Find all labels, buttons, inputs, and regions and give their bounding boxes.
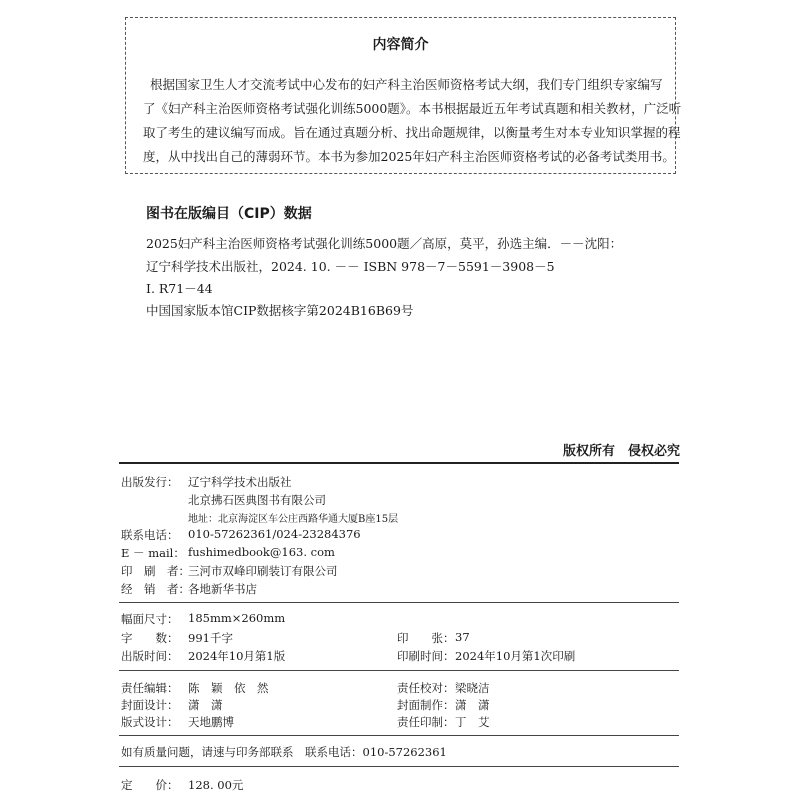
summary-line-2: 了《妇产科主治医师资格考试强化训练5000题》。本书根据最近五年考试真题和相关教材，广泛听 [143,101,682,116]
divider-2 [119,670,679,671]
divider-1 [119,602,679,603]
quality-notice: 如有质量问题，请速与印务部联系 联系电话：010-57262361 [121,745,447,759]
proof-label: 责任校对： [397,681,455,695]
print-time-label: 印刷时间： [397,649,455,663]
print-resp-value: 丁 艾 [455,715,490,729]
pub-time-label: 出版时间： [121,649,179,663]
cip-line-1: 2025妇产科主治医师资格考试强化训练5000题／高原，莫平，孙选主编．－－沈阳： [146,236,623,251]
phone-value: 010-57262361/024-23284376 [188,527,361,541]
words-value: 991千字 [188,631,233,645]
divider-4 [119,766,679,767]
price-value: 128. 00元 [188,778,244,792]
phone-label: 联系电话： [121,528,179,542]
editor-value: 陈 颖 依 然 [188,681,269,695]
rights-notice: 版权所有 侵权必究 [562,444,680,459]
cover-make-label: 封面制作： [397,698,455,712]
words-label: 字 数： [121,631,179,645]
publisher-label: 出版发行： [121,475,179,489]
sheets-value: 37 [455,630,470,644]
size-label: 幅面尺寸： [121,612,179,626]
cover-make-value: 潇 潇 [455,698,490,712]
size-value: 185mm×260mm [188,611,286,625]
email-label: E － mail： [121,546,185,560]
cover-design-label: 封面设计： [121,698,179,712]
cip-title: 图书在版编目（CIP）数据 [146,206,312,222]
printer-value: 三河市双峰印刷装订有限公司 [188,564,338,578]
summary-line-4: 度，从中找出自己的薄弱环节。本书为参加2025年妇产科主治医师资格考试的必备考试类用书。 [143,149,675,164]
printer-label: 印 刷 者： [121,564,190,578]
editor-label: 责任编辑： [121,681,179,695]
print-resp-label: 责任印制： [397,715,455,729]
price-label: 定 价： [121,778,179,792]
cip-line-2: 辽宁科学技术出版社，2024. 10. －－ ISBN 978－7－5591－3908－5 [146,259,555,274]
print-time-value: 2024年10月第1次印刷 [455,649,576,663]
divider-top [119,462,679,464]
email-value: fushimedbook@163. com [188,545,335,559]
publisher-address: 地址：北京海淀区车公庄西路华通大厦B座15层 [188,514,399,525]
cip-line-4: 中国国家版本馆CIP数据核字第2024B16B69号 [146,303,414,318]
summary-title: 内容简介 [372,37,429,53]
distributor-value: 各地新华书店 [188,582,257,596]
divider-3 [119,735,679,736]
layout-design-value: 天地鹏博 [188,715,234,729]
sheets-label: 印 张： [397,631,455,645]
summary-line-1: 根据国家卫生人才交流考试中心发布的妇产科主治医师资格考试大纲，我们专门组织专家编写 [150,77,663,92]
proof-value: 梁晓洁 [455,681,490,695]
publisher-name-2: 北京拂石医典图书有限公司 [188,493,326,507]
publisher-name-1: 辽宁科学技术出版社 [188,475,292,489]
summary-line-3: 取了考生的建议编写而成。旨在通过真题分析、找出命题规律，以衡量考生对本专业知识掌握的程 [143,125,681,140]
distributor-label: 经 销 者： [121,582,190,596]
cip-line-3: Ⅰ. R71－44 [146,281,213,296]
pub-time-value: 2024年10月第1版 [188,649,286,663]
layout-design-label: 版式设计： [121,715,179,729]
cover-design-value: 潇 潇 [188,698,223,712]
